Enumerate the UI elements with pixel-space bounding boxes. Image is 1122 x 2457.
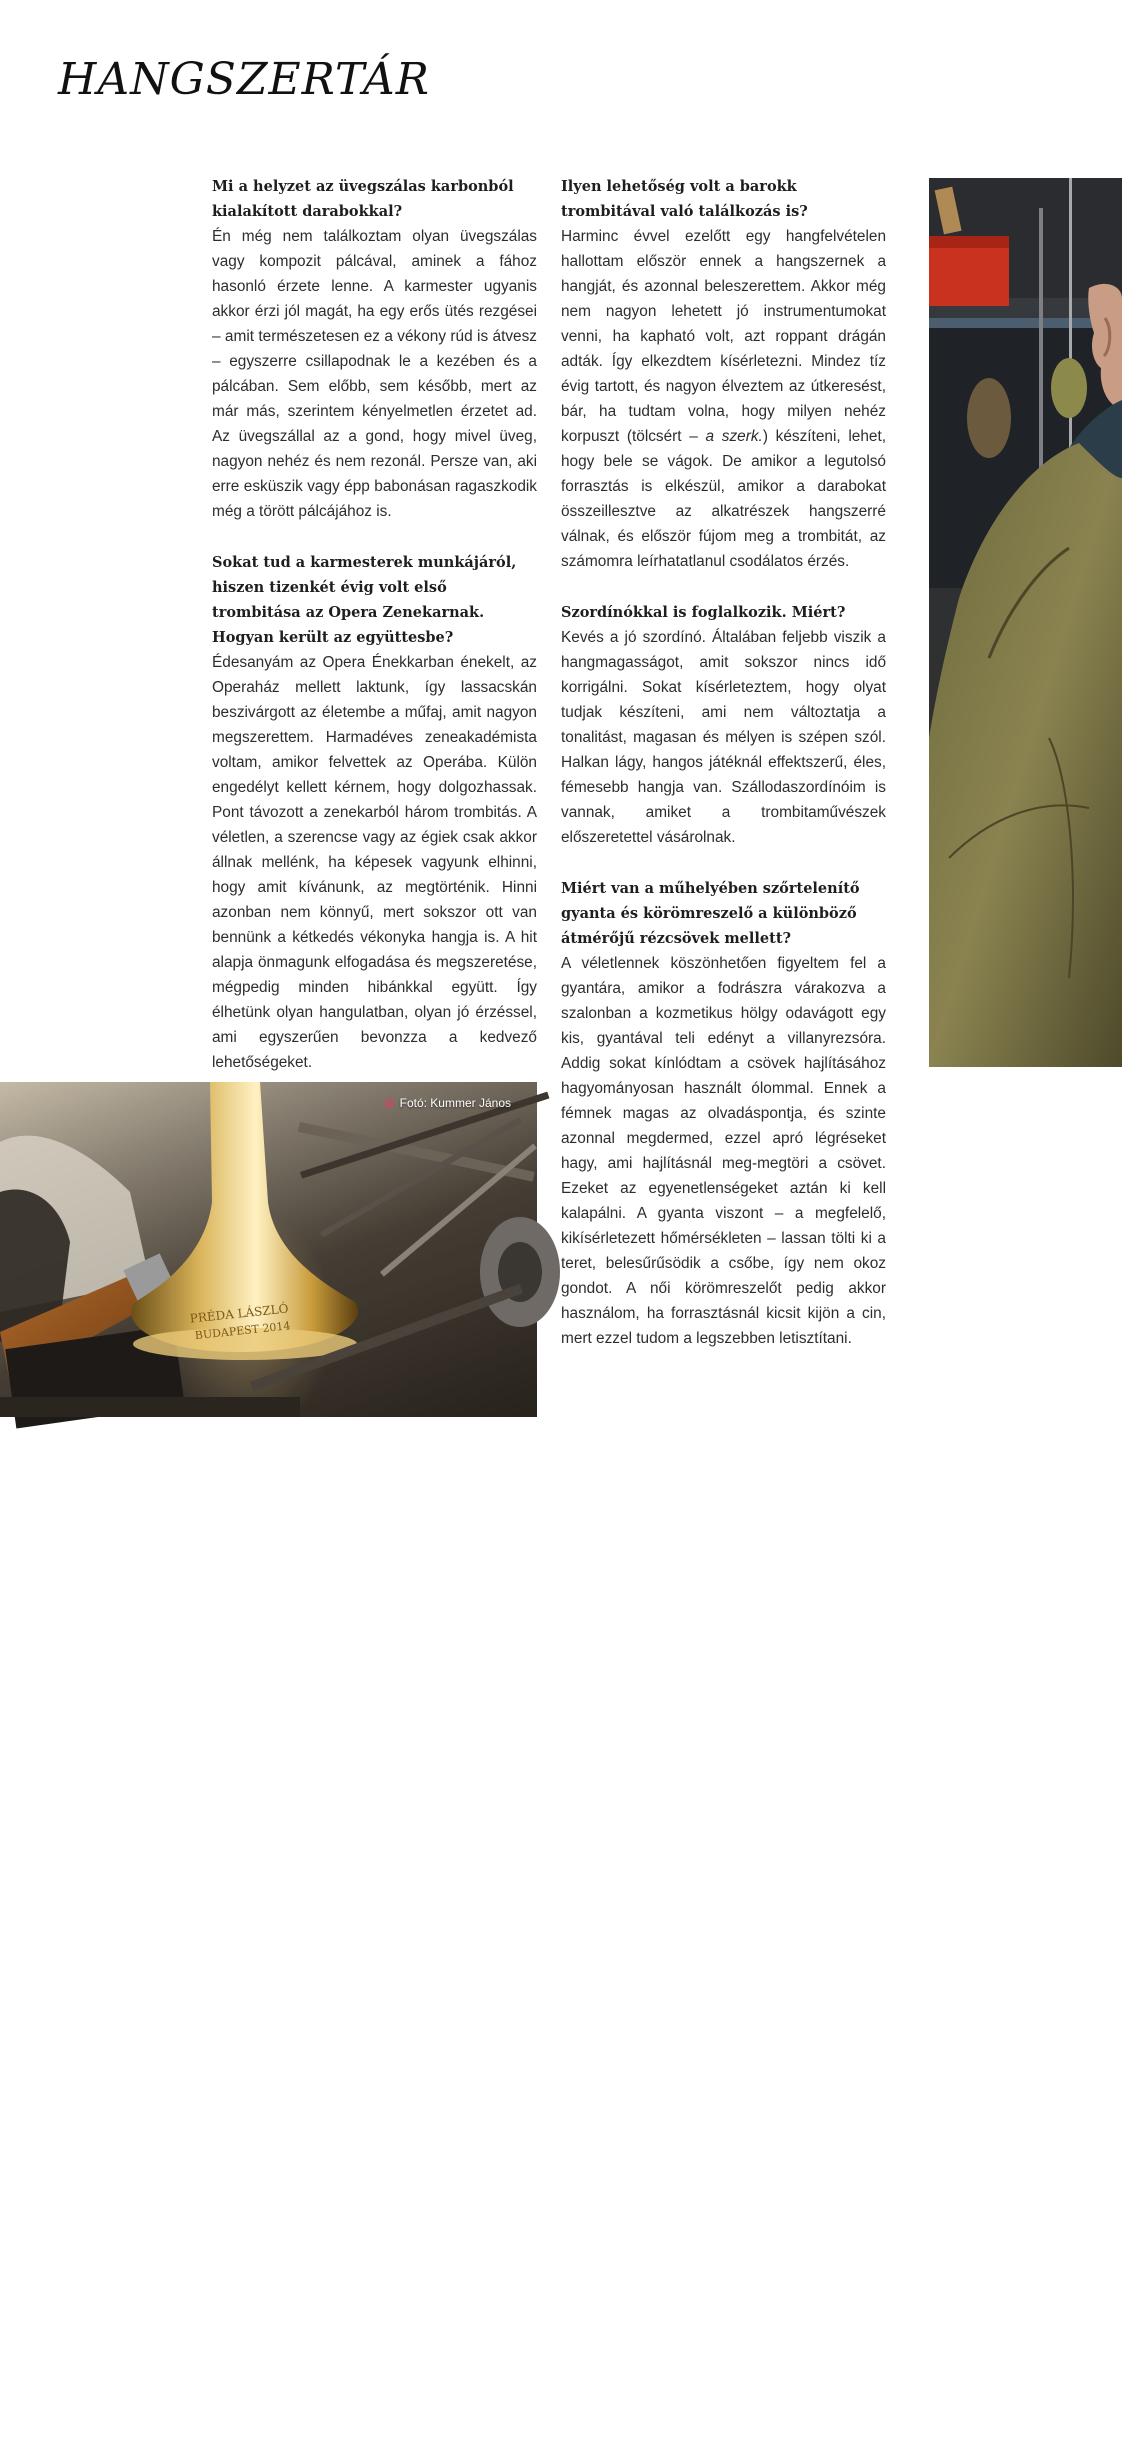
section-title: HANGSZERTÁR bbox=[58, 54, 430, 105]
article-column-left bbox=[212, 174, 537, 1101]
trumpet-bell-photo bbox=[0, 1082, 537, 2457]
interview-question: Mi a helyzet az üvegszálas karbonból kialakított darabokkal? bbox=[212, 178, 514, 220]
qa-block bbox=[212, 174, 537, 524]
photo-credit bbox=[385, 1096, 511, 1110]
interview-answer: Én még nem találkoztam olyan üvegszálas vagy kompozit pálcával, aminek a fához hasonló érzete lenne. A karmester ugyanis akkor érzi jól magát, ha egy erős ütés rezgései – amit természetesen ez a vékony rúd is átvesz – egyszerre csillapodnak le a kezében és a pálcában. Sem előbb, sem később, mert az már más, szerintem kényelmetlen érzetet ad. Az üvegszállal az a gond, hogy mivel üveg, nagyon nehéz és nem rezonál. Persze van, aki erre esküszik vagy épp babonásan ragaszkodik még a törött pálcájához is. bbox=[212, 228, 537, 520]
interview-answer: A véletlennek köszönhetően figyeltem fel a gyantára, amikor a fodrászra várakozva a szalonban a kozmetikus hölgy odavágott egy kis, gyantával teli edényt a villanyrezsóra. Addig sokat kínlódtam a csövek hajlításához hagyományosan használt ólommal. Ennek a fémnek magas az olvadáspontja, és szinte azonnal megdermed, ezzel apró légréseket hagy, ami hajlításnál meg-megtöri a csövet. Ezeket az egyenetlenségeket aztán ki kell kalapálni. A gyanta viszont – a megfelelő, kikísérletezett hőmérsékleten – lassan tölti ki a teret, belesűrűsödik a csőbe, így nem okoz gondot. A női körömreszelőt pedig akkor használom, ha forrasztásnál kicsit kijön a cin, mert ezzel tudom a legszebben letisztítani. bbox=[561, 955, 886, 1347]
editor-note: a szerk. bbox=[705, 428, 763, 445]
engraving-place: BUDAPEST 2014 bbox=[194, 1319, 291, 1343]
page-number: 50 bbox=[58, 2440, 75, 2457]
article-column-right bbox=[561, 174, 886, 1377]
interview-question: Miért van a műhelyében szőrtelenítő gyanta és körömreszelő a különböző átmérőjű rézcsövek mellett? bbox=[561, 880, 860, 947]
interview-question: Szordínókkal is foglalkozik. Miért? bbox=[561, 604, 846, 621]
answer-text: Harminc évvel ezelőtt egy hangfelvételen hallottam először ennek a hangszernek a hangját, és azonnal beleszerettem. Akkor még nem nagyon lehetett jó instrumentumokat venni, ha kapható volt, azt roppant drágán adták. Így elkezdtem kísérletezni. Mindez tíz évig tartott, és nagyon élveztem az útkeresést, bár, ha tudtam volna, hogy milyen nehéz korpuszt (tölcsért – bbox=[561, 228, 886, 445]
interview-answer bbox=[561, 224, 886, 574]
photo-credit-text: Fotó: Kummer János bbox=[399, 1096, 511, 1110]
interview-question: Ilyen lehetőség volt a barokk trombitával való találkozás is? bbox=[561, 178, 808, 220]
qa-block bbox=[561, 600, 886, 850]
answer-text: ) készíteni, lehet, hogy bele se vágok. De amikor a legutolsó forrasztás is elkészül, amikor a darabokat összeillesztve az alkatrészek hangszerré válnak, és először fújom meg a trombitát, az számomra leírhatatlanul csodálatos érzés. bbox=[561, 428, 886, 570]
craftsman-portrait-photo bbox=[929, 178, 1122, 1067]
interview-answer: Kevés a jó szordínó. Általában feljebb viszik a hangmagasságot, amit sokszor nincs idő korrigálni. Sokat kísérleteztem, hogy olyat tudjak készíteni, ami nem változtatja a tonalitást, magasan és mélyen is szépen szól. Halkan lágy, hangos játéknál effektszerű, éles, fémesebb hangja van. Szállodaszordínóim is vannak, amiket a trombitaművészek előszeretettel vásárolnak. bbox=[561, 629, 886, 846]
qa-block bbox=[212, 550, 537, 1075]
qa-block bbox=[561, 876, 886, 1351]
craftsman-illustration bbox=[929, 178, 1122, 1067]
photo-credit-icon bbox=[385, 1099, 394, 1108]
qa-block bbox=[561, 174, 886, 574]
trumpet-bell-illustration bbox=[0, 1082, 537, 1417]
interview-question: Sokat tud a karmesterek munkájáról, hiszen tizenkét évig volt első trombitása az Opera Zenekarnak. Hogyan került az együttesbe? bbox=[212, 554, 517, 646]
engraving-maker: PRÉDA LÁSZLÓ bbox=[189, 1301, 290, 1326]
interview-answer: Édesanyám az Opera Énekkarban énekelt, az Operaház mellett laktunk, így lassacskán beszivárgott az életembe a műfaj, amit nagyon megszerettem. Harmadéves zeneakadémista voltam, amikor felvettek az Operába. Külön engedélyt kellett kérnem, hogy dolgozhassak. Pont távozott a zenekarból három trombitás. A véletlen, a szerencse vagy az égiek csak akkor állnak mellénk, ha képesek vagyunk elhinni, hogy amit kívánunk, az megtörténik. Hinni azonban nem könnyű, mert sokszor ott van bennünk a kétkedés vékonyka hangja is. A hit alapja önmagunk elfogadása és megszeretése, mégpedig minden hibánkkal együtt. Így élhetünk olyan hangulatban, olyan jó érzéssel, ami egyszerűen bevonzza a kedvező lehetőségeket. bbox=[212, 654, 537, 1071]
